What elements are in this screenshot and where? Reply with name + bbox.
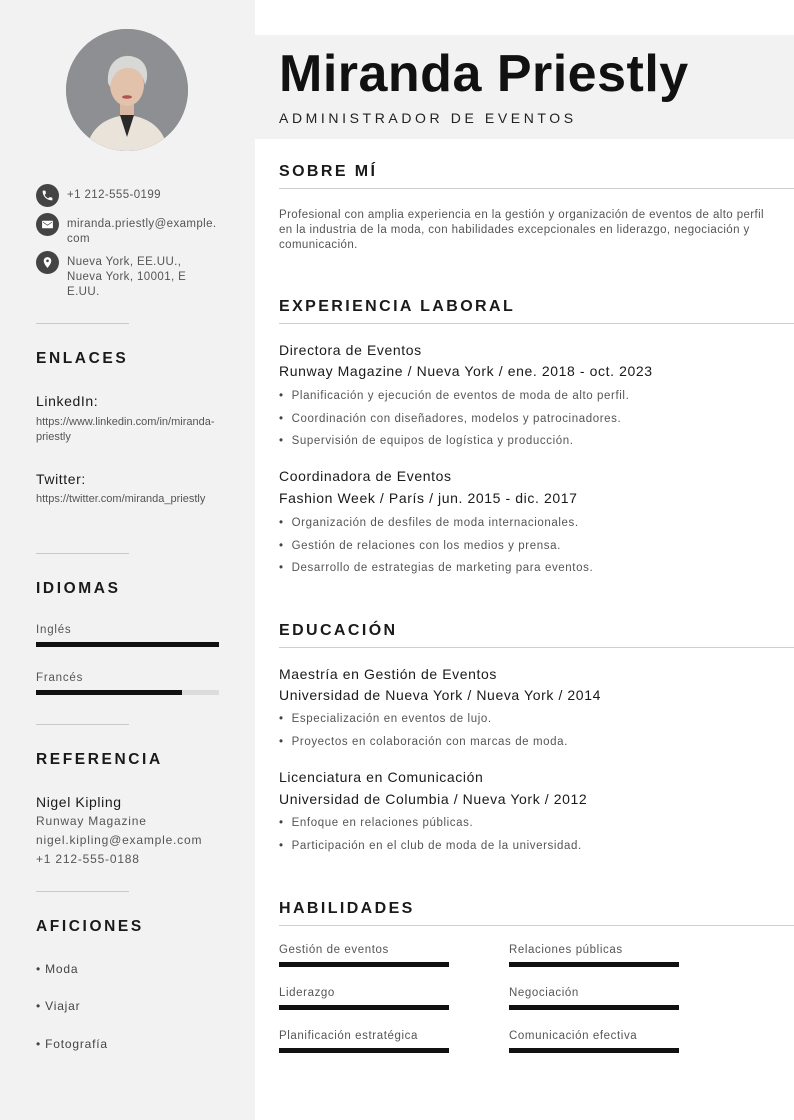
candidate-name: Miranda Priestly [279, 45, 689, 103]
section-rule [279, 925, 794, 926]
skill-level-bar [509, 962, 679, 967]
hobbies-heading: AFICIONES [36, 918, 144, 935]
job-bullet: • Gestión de relaciones con los medios y prensa. [279, 540, 561, 552]
twitter-link[interactable]: https://twitter.com/miranda_priestly [36, 493, 206, 505]
phone-text: +1 212-555-0199 [67, 189, 161, 201]
hobby-item: • Fotografía [36, 1037, 108, 1051]
bullet-text: Especialización en eventos de lujo. [291, 713, 492, 725]
degree-bullet: • Participación en el club de moda de la universidad. [279, 840, 582, 852]
skill-level-fill [509, 1048, 679, 1053]
skill-level-bar [509, 1005, 679, 1010]
bullet-text: Desarrollo de estrategias de marketing para eventos. [291, 562, 594, 574]
email-text[interactable]: miranda.priestly@example.com [67, 218, 217, 245]
education-heading: EDUCACIÓN [279, 622, 398, 639]
contact-phone [36, 184, 217, 207]
hobby-label: Viajar [45, 999, 81, 1013]
skill-level-bar [279, 962, 449, 967]
divider [36, 891, 129, 892]
avatar [66, 29, 188, 151]
linkedin-label: LinkedIn: [36, 393, 99, 409]
language-name: Francés [36, 672, 84, 684]
hobby-item: • Viajar [36, 999, 81, 1013]
candidate-role: ADMINISTRADOR DE EVENTOS [279, 110, 577, 126]
skill-level-bar [509, 1048, 679, 1053]
divider [36, 724, 129, 725]
bullet-text: Proyectos en colaboración con marcas de moda. [291, 736, 568, 748]
bullet-text: Coordinación con diseñadores, modelos y patrocinadores. [291, 413, 622, 425]
skill-name: Negociación [509, 987, 579, 999]
divider [36, 553, 129, 554]
skill-level-fill [509, 962, 679, 967]
skill-level-fill [279, 1048, 449, 1053]
section-rule [279, 647, 794, 648]
profile-photo [66, 29, 188, 151]
degree-bullet: • Enfoque en relaciones públicas. [279, 817, 474, 829]
job-bullet: • Organización de desfiles de moda internacionales. [279, 517, 579, 529]
hobby-label: Fotografía [45, 1037, 108, 1051]
job-bullet: • Desarrollo de estrategias de marketing para eventos. [279, 562, 594, 574]
skill-level-fill [279, 1005, 449, 1010]
language-level-bar [36, 642, 219, 647]
location-pin-icon [36, 251, 59, 274]
divider [36, 323, 129, 324]
reference-email[interactable]: nigel.kipling@example.com [36, 833, 203, 847]
job-title: Directora de Eventos [279, 342, 422, 358]
degree-bullet: • Especialización en eventos de lujo. [279, 713, 492, 725]
bullet-text: Planificación y ejecución de eventos de moda de alto perfil. [291, 390, 630, 402]
language-level-fill [36, 690, 182, 695]
skill-level-bar [279, 1048, 449, 1053]
section-rule [279, 323, 794, 324]
about-heading: SOBRE MÍ [279, 163, 378, 180]
job-bullet: • Supervisión de equipos de logística y producción. [279, 435, 574, 447]
contact-address [36, 251, 187, 300]
skill-name: Planificación estratégica [279, 1030, 419, 1042]
job-bullet: • Coordinación con diseñadores, modelos y patrocinadores. [279, 413, 622, 425]
about-text: Profesional con amplia experiencia en la gestión y organización de eventos de alto perfil en la industria de la moda, con habilidades excepcionales en liderazgo, negociación y comunicación. [279, 209, 765, 251]
job-title: Coordinadora de Eventos [279, 468, 452, 484]
job-details: Fashion Week / París / jun. 2015 - dic. 2017 [279, 490, 578, 506]
skills-heading: HABILIDADES [279, 900, 415, 917]
hobby-label: Moda [45, 962, 79, 976]
degree-bullet: • Proyectos en colaboración con marcas de moda. [279, 736, 568, 748]
linkedin-link[interactable]: https://www.linkedin.com/in/miranda-priestly [36, 416, 215, 443]
reference-name: Nigel Kipling [36, 794, 122, 810]
sidebar [0, 0, 255, 1120]
hobby-item: • Moda [36, 962, 79, 976]
skill-name: Relaciones públicas [509, 944, 623, 956]
phone-icon [36, 184, 59, 207]
skill-name: Gestión de eventos [279, 944, 389, 956]
degree-details: Universidad de Nueva York / Nueva York / 2014 [279, 687, 601, 703]
twitter-label: Twitter: [36, 471, 86, 487]
links-heading: ENLACES [36, 350, 129, 367]
degree-details: Universidad de Columbia / Nueva York / 2012 [279, 791, 588, 807]
email-icon [36, 213, 59, 236]
language-name: Inglés [36, 624, 72, 636]
job-details: Runway Magazine / Nueva York / ene. 2018 - oct. 2023 [279, 363, 653, 379]
bullet-text: Supervisión de equipos de logística y producción. [291, 435, 574, 447]
language-level-fill [36, 642, 219, 647]
bullet-text: Participación en el club de moda de la universidad. [291, 840, 582, 852]
job-bullet: • Planificación y ejecución de eventos de moda de alto perfil. [279, 390, 630, 402]
contact-email [36, 213, 217, 247]
skill-level-fill [509, 1005, 679, 1010]
bullet-text: Organización de desfiles de moda internacionales. [291, 517, 579, 529]
skill-name: Comunicación efectiva [509, 1030, 638, 1042]
section-rule [279, 188, 794, 189]
skill-level-fill [279, 962, 449, 967]
languages-heading: IDIOMAS [36, 580, 121, 597]
skill-level-bar [279, 1005, 449, 1010]
degree-title: Licenciatura en Comunicación [279, 769, 484, 785]
skill-name: Liderazgo [279, 987, 335, 999]
reference-heading: REFERENCIA [36, 751, 163, 768]
bullet-text: Gestión de relaciones con los medios y prensa. [291, 540, 561, 552]
bullet-text: Enfoque en relaciones públicas. [291, 817, 474, 829]
language-level-bar [36, 690, 219, 695]
experience-heading: EXPERIENCIA LABORAL [279, 298, 516, 315]
reference-phone: +1 212-555-0188 [36, 852, 140, 866]
address-text: Nueva York, EE.UU., Nueva York, 10001, EE.UU. [67, 256, 187, 298]
degree-title: Maestría en Gestión de Eventos [279, 666, 497, 682]
reference-company: Runway Magazine [36, 814, 147, 828]
